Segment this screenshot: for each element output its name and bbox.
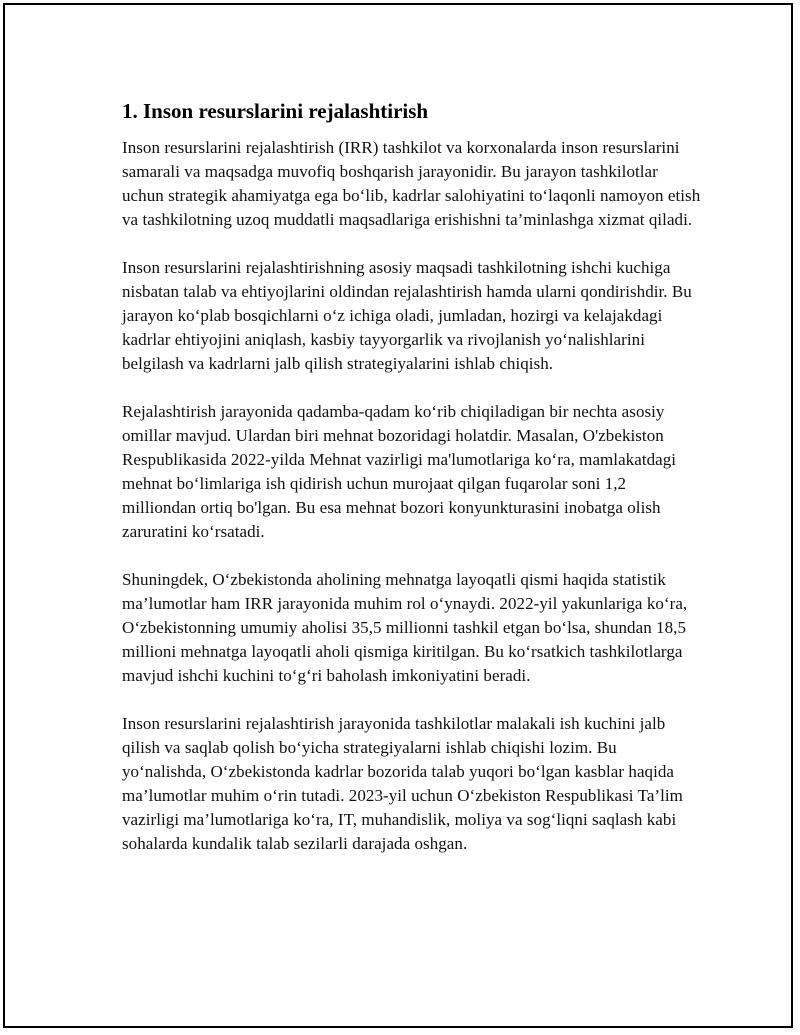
section-heading: 1. Inson resurslarini rejalashtirish bbox=[122, 99, 429, 123]
paragraph-4: Shuningdek, O‘zbekistonda aholining mehnatga layoqatli qismi haqida statistik ma’lumotlar ham IRR jarayonida muhim rol o‘ynaydi. 2022-yil yakunlariga ko‘ra, O‘zbekistonning umumiy aholisi 35,5 millionni tashkil etgan bo‘lsa, shundan 18,5 millioni mehnatga layoqatli aholi qismiga kiritilgan. Bu ko‘rsatkich tashkilotlarga mavjud ishchi kuchini to‘g‘ri baholash imkoniyatini beradi. bbox=[122, 570, 688, 685]
paragraph-2: Inson resurslarini rejalashtirishning asosiy maqsadi tashkilotning ishchi kuchiga nisbatan talab va ehtiyojlarini oldindan rejalashtirish hamda ularni qondirishdir. Bu jarayon ko‘plab bosqichlarni o‘z ichiga oladi, jumladan, hozirgi va kelajakdagi kadrlar ehtiyojini aniqlash, kasbiy tayyorgarlik va rivojlanish yo‘nalishlarini belgilash va kadrlarni jalb qilish strategiyalarini ishlab chiqish. bbox=[122, 258, 692, 373]
paragraph-5: Inson resurslarini rejalashtirish jarayonida tashkilotlar malakali ish kuchini jalb qilish va saqlab qolish bo‘yicha strategiyalarni ishlab chiqishi lozim. Bu yo‘nalishda, O‘zbekistonda kadrlar bozorida talab yuqori bo‘lgan kasblar haqida ma’lumotlar muhim o‘rin tutadi. 2023-yil uchun O‘zbekiston Respublikasi Ta’lim vazirligi ma’lumotlariga ko‘ra, IT, muhandislik, moliya va sog‘liqni saqlash kabi sohalarda kundalik talab sezilarli darajada oshgan. bbox=[122, 714, 683, 853]
paragraph-1: Inson resurslarini rejalashtirish (IRR) tashkilot va korxonalarda inson resurslarini samarali va maqsadga muvofiq boshqarish jarayonidir. Bu jarayon tashkilotlar uchun strategik ahamiyatga ega bo‘lib, kadrlar salohiyatini to‘laqonli namoyon etish va tashkilotning uzoq muddatli maqsadlariga erishishni ta’minlashga xizmat qiladi. bbox=[122, 138, 701, 229]
paragraph-3: Rejalashtirish jarayonida qadamba-qadam ko‘rib chiqiladigan bir nechta asosiy omillar mavjud. Ulardan biri mehnat bozoridagi holatdir. Masalan, O'zbekiston Respublikasida 2022-yilda Mehnat vazirligi ma'lumotlariga ko‘ra, mamlakatdagi mehnat bo‘limlariga ish qidirish uchun murojaat qilgan fuqarolar soni 1,2 milliondan ortiq bo'lgan. Bu esa mehnat bozori konyunkturasini inobatga olish zaruratini ko‘rsatadi. bbox=[122, 402, 677, 541]
page-frame bbox=[3, 3, 793, 1028]
document-body bbox=[122, 97, 702, 880]
